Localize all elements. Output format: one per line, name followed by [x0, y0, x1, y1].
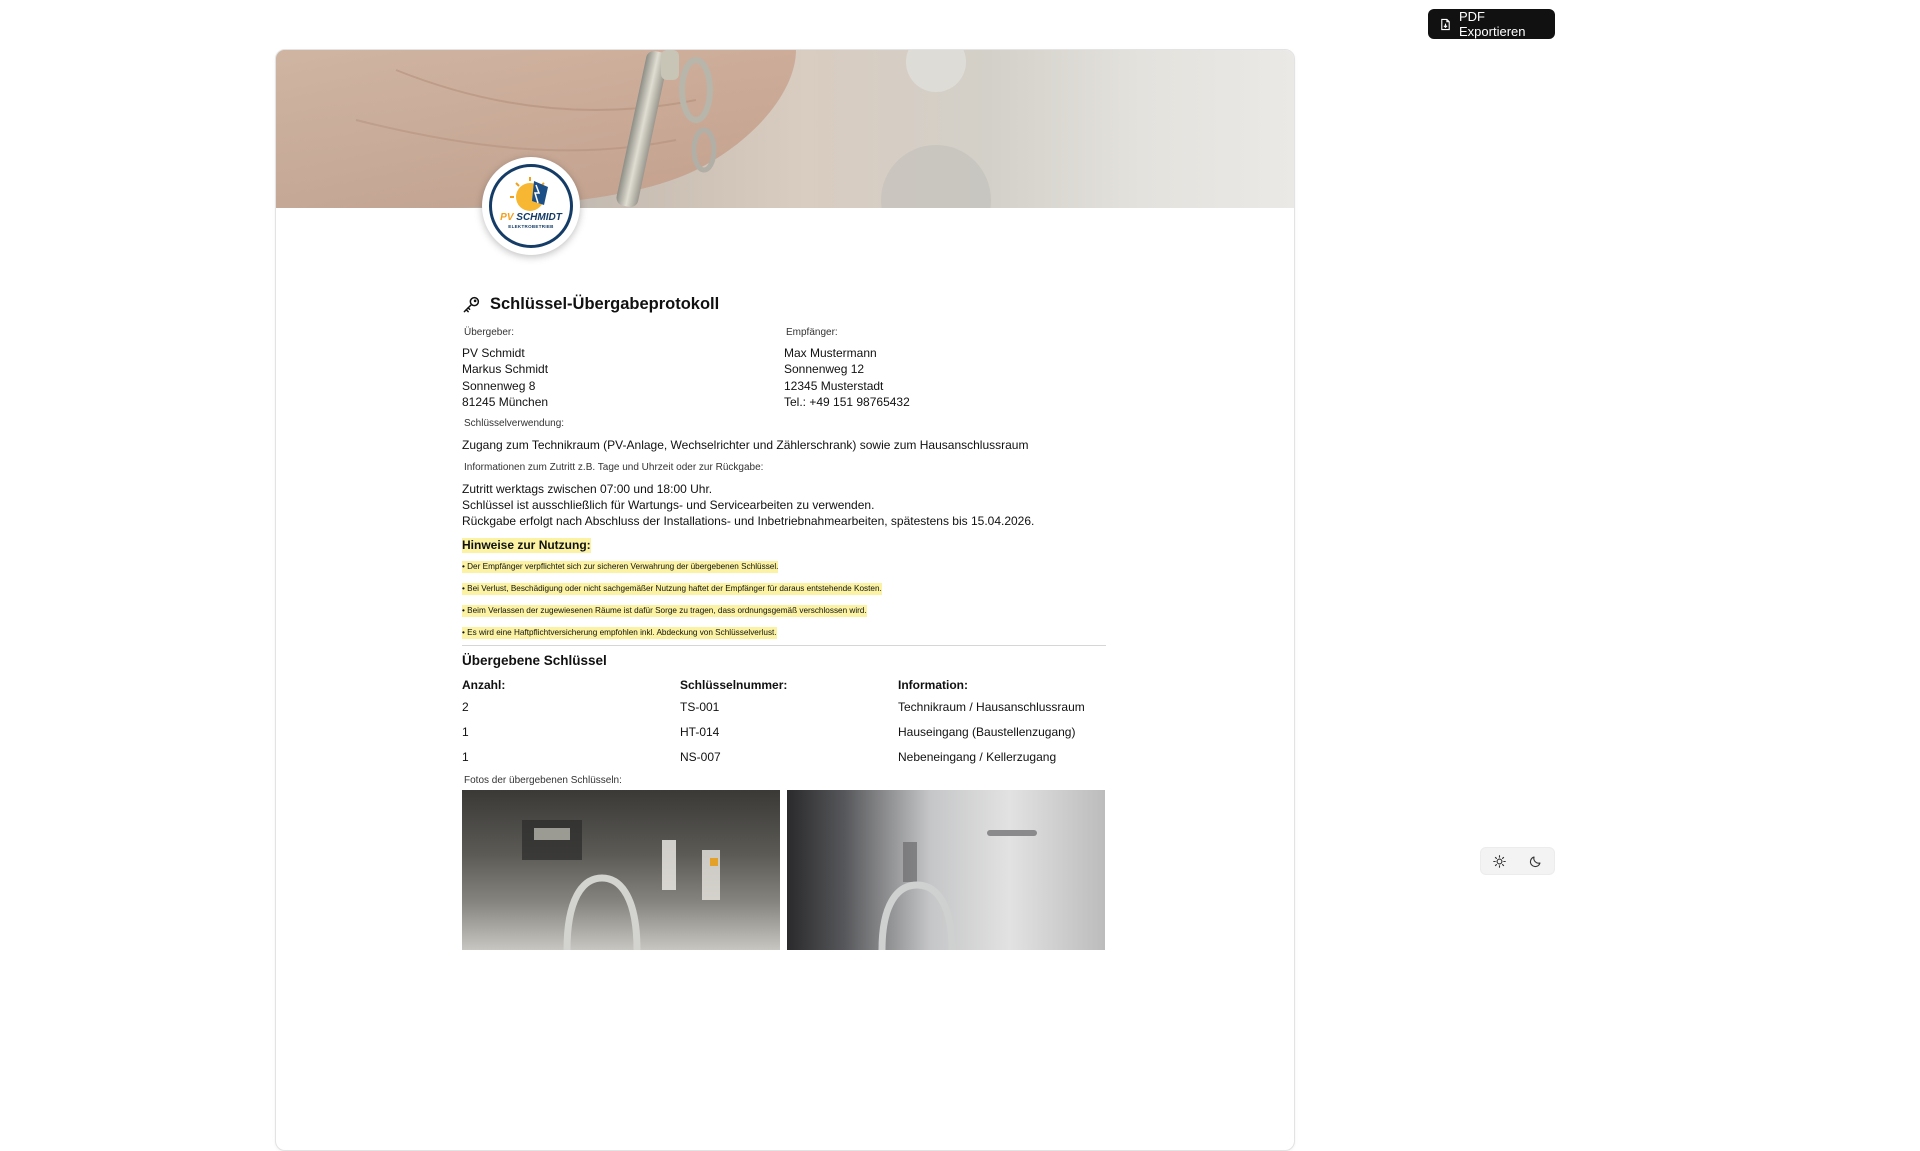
- keys-section-title: Übergebene Schlüssel: [462, 652, 607, 668]
- access-info-label: Informationen zum Zutritt z.B. Tage und Uhrzeit oder zur Rückgabe:: [464, 461, 764, 473]
- key-icon: [462, 295, 481, 314]
- sun-icon[interactable]: [1490, 852, 1508, 870]
- document-title: Schlüssel-Übergabeprotokoll: [490, 294, 720, 313]
- key-number-cell: HT-014: [680, 725, 720, 740]
- usage-hint-item: • Beim Verlassen der zugewiesenen Räume ist dafür Sorge zu tragen, dass ordnungsgemäß verschlossen wird.: [462, 605, 867, 615]
- pdf-export-button[interactable]: [1428, 9, 1555, 39]
- usage-hint-item: • Der Empfänger verpflichtet sich zur sicheren Verwahrung der übergebenen Schlüssel.: [462, 561, 779, 571]
- section-divider: [462, 645, 1106, 646]
- access-info-line: Zutritt werktags zwischen 07:00 und 18:00 Uhr.: [462, 481, 713, 496]
- giver-label: Übergeber:: [464, 327, 515, 338]
- access-info-line: Rückgabe erfolgt nach Abschluss der Installations- und Inbetriebnahmearbeiten, spätestens bis 15.04.2026.: [462, 514, 1035, 529]
- giver-line: Sonnenweg 8: [462, 378, 536, 393]
- banner-image: [276, 50, 1294, 208]
- key-count-cell: 1: [462, 750, 469, 765]
- usage-hint-item: • Bei Verlust, Beschädigung oder nicht sachgemäßer Nutzung haftet der Empfänger für daraus entstehende Kosten.: [462, 583, 882, 593]
- receiver-block: [784, 326, 1106, 410]
- key-photos-label: Fotos der übergebenen Schlüsseln:: [464, 774, 622, 786]
- usage-label: Schlüsselverwendung:: [464, 418, 565, 430]
- table-row: [462, 695, 1106, 720]
- receiver-label: Empfänger:: [786, 327, 838, 338]
- file-export-icon: [1439, 18, 1452, 31]
- document-title-row: [462, 290, 1106, 318]
- parties-section: [462, 326, 1106, 410]
- keys-header-number: Schlüsselnummer:: [680, 677, 788, 692]
- keys-header-count: Anzahl:: [462, 677, 506, 692]
- receiver-line: 12345 Musterstadt: [784, 378, 884, 393]
- giver-line: PV Schmidt: [462, 346, 525, 360]
- table-row: [462, 745, 1106, 770]
- usage-hints-list: [462, 556, 1106, 644]
- key-photo: [787, 790, 1105, 950]
- receiver-line: Sonnenweg 12: [784, 362, 865, 377]
- usage-hints-title: Hinweise zur Nutzung:: [462, 537, 591, 552]
- key-count-cell: 1: [462, 725, 469, 740]
- key-photos: [462, 790, 1106, 950]
- key-count-cell: 2: [462, 700, 469, 715]
- moon-icon[interactable]: [1527, 852, 1545, 870]
- usage-hint-item: • Es wird eine Haftpflichtversicherung empfohlen inkl. Abdeckung von Schlüsselverlust.: [462, 627, 777, 637]
- keys-header-info: Information:: [898, 677, 968, 692]
- document-content: [462, 290, 1106, 950]
- key-number-cell: NS-007: [680, 750, 721, 765]
- giver-line: Markus Schmidt: [462, 362, 549, 377]
- logo-subtitle: ELEKTROBETRIEB: [508, 224, 554, 229]
- giver-block: [462, 326, 784, 410]
- giver-line: 81245 München: [462, 394, 549, 409]
- access-info-text: [462, 481, 1106, 530]
- keys-table: [462, 675, 1106, 770]
- usage-text: Zugang zum Technikraum (PV-Anlage, Wechselrichter und Zählerschrank) sowie zum Hausanschlussraum: [462, 438, 1029, 453]
- document-card: [275, 49, 1295, 1151]
- theme-toggle[interactable]: [1480, 847, 1555, 875]
- company-logo: [482, 157, 580, 255]
- table-row: [462, 720, 1106, 745]
- receiver-line: Max Mustermann: [784, 346, 877, 360]
- access-info-line: Schlüssel ist ausschließlich für Wartungs- und Servicearbeiten zu verwenden.: [462, 498, 875, 512]
- key-info-cell: Technikraum / Hausanschlussraum: [898, 700, 1085, 715]
- key-info-cell: Nebeneingang / Kellerzugang: [898, 750, 1057, 765]
- key-info-cell: Hauseingang (Baustellenzugang): [898, 725, 1076, 740]
- pdf-export-label: PDF Exportieren: [1459, 9, 1526, 39]
- receiver-line: Tel.: +49 151 98765432: [784, 394, 910, 409]
- key-number-cell: TS-001: [680, 700, 720, 715]
- logo-wordmark: PV SCHMIDT: [500, 212, 562, 223]
- key-photo: [462, 790, 780, 950]
